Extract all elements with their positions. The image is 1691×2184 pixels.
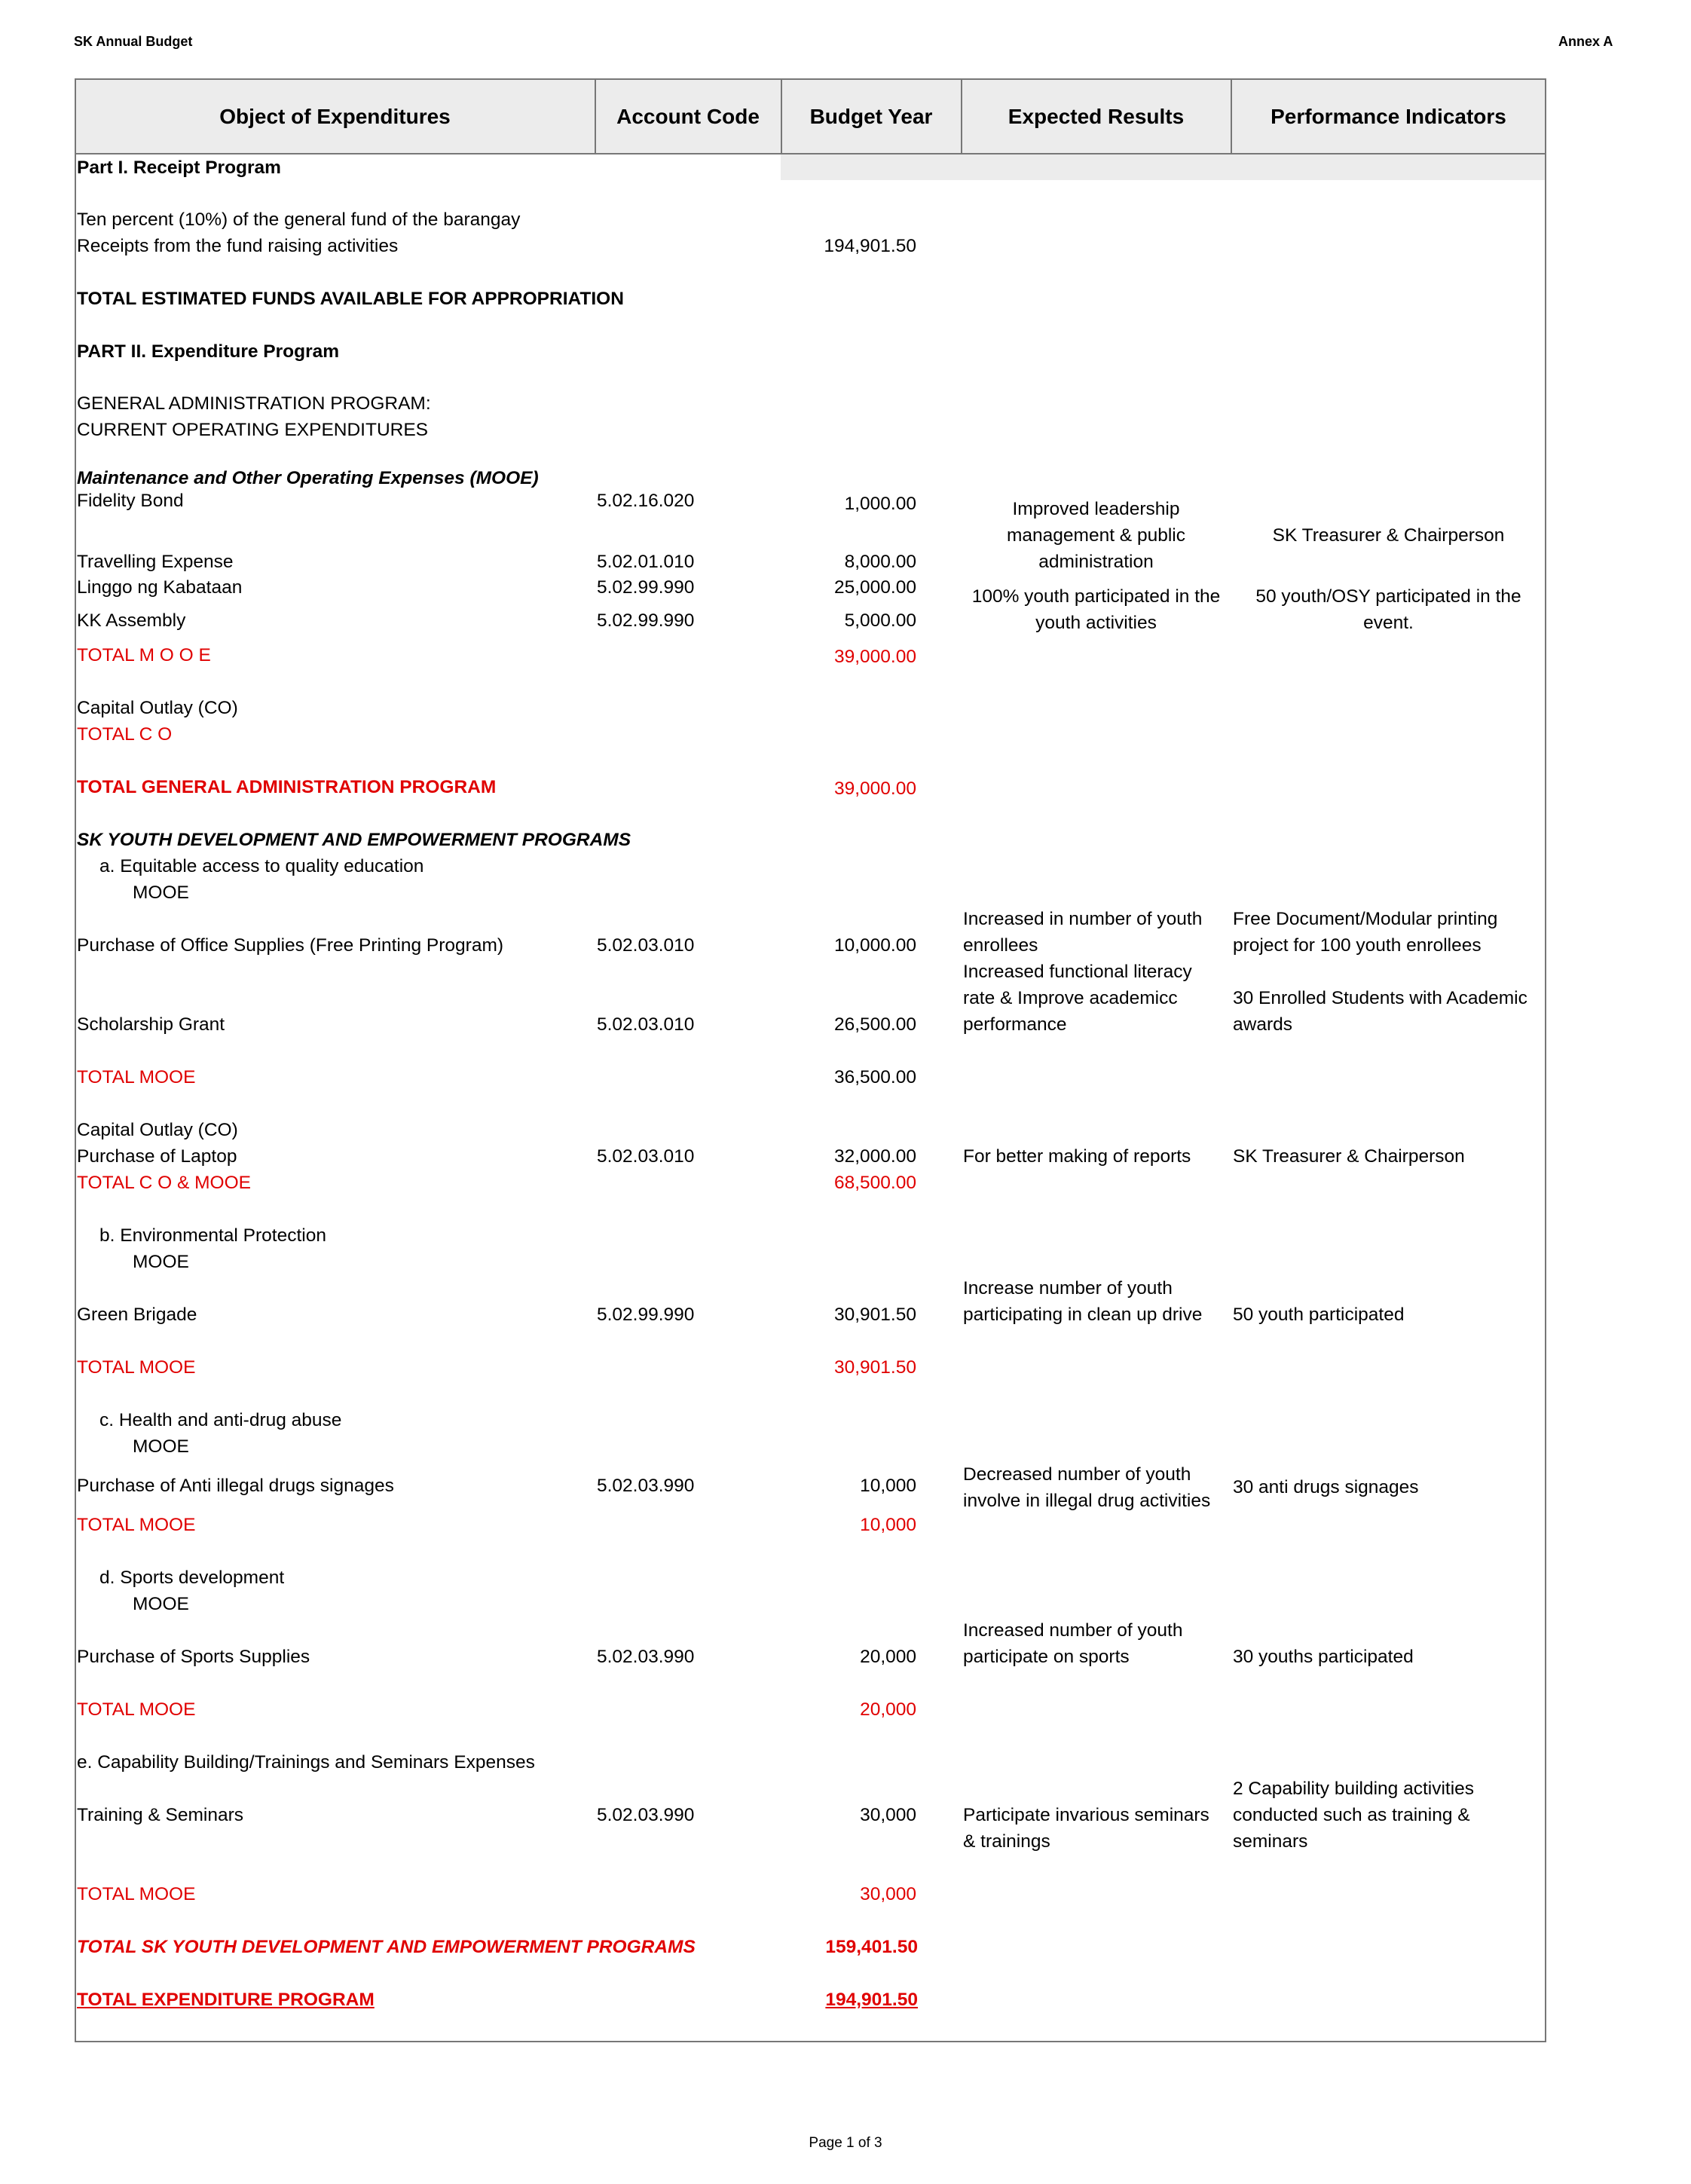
performance-indicator: project for 100 youth enrollees	[1233, 935, 1482, 956]
performance-indicator: awards	[1233, 1014, 1292, 1035]
document-title: SK Annual Budget	[74, 34, 193, 49]
sk-program-title: SK YOUTH DEVELOPMENT AND EMPOWERMENT PROGRAMS	[77, 830, 631, 850]
total-sk-amount: 159,401.50	[825, 1937, 918, 1957]
total-funds-label: TOTAL ESTIMATED FUNDS AVAILABLE FOR APPROPRIATION	[77, 289, 624, 309]
performance-indicator: 30 Enrolled Students with Academic	[1233, 988, 1527, 1008]
total-mooe-label: TOTAL MOOE	[77, 1067, 196, 1087]
header-divider	[75, 153, 1546, 154]
item-code: 5.02.03.010	[597, 1146, 695, 1167]
total-mooe-label: TOTAL MOOE	[77, 1357, 196, 1378]
performance-indicator: 50 youth/OSY participated in the	[1255, 586, 1521, 607]
header-budget-year: Budget Year	[809, 105, 933, 128]
total-co-label: TOTAL C O	[77, 724, 173, 745]
expected-result: involve in illegal drug activities	[963, 1491, 1211, 1511]
item-amount: 30,000	[860, 1805, 916, 1825]
item-code: 5.02.99.990	[597, 610, 695, 631]
item-amount: 25,000.00	[834, 577, 916, 598]
item-code: 5.02.99.990	[597, 577, 695, 598]
expected-result: Improved leadership	[1012, 499, 1180, 519]
header-performance-indicators: Performance Indicators	[1271, 105, 1506, 128]
expected-result: 100% youth participated in the	[971, 586, 1221, 607]
item-name: KK Assembly	[77, 610, 186, 631]
performance-indicator: conducted such as training &	[1233, 1805, 1470, 1825]
receipt-line-2: Receipts from the fund raising activities	[77, 236, 399, 256]
total-co-mooe-amount: 68,500.00	[834, 1173, 916, 1193]
capital-outlay-label: Capital Outlay (CO)	[77, 698, 238, 718]
performance-indicator: event.	[1363, 613, 1414, 633]
item-name: Purchase of Anti illegal drugs signages	[77, 1476, 394, 1496]
section-c-mooe: MOOE	[133, 1436, 189, 1457]
item-code: 5.02.03.010	[597, 1014, 695, 1035]
item-amount: 30,901.50	[834, 1305, 916, 1325]
item-name: Purchase of Office Supplies (Free Printing Program)	[77, 935, 504, 956]
item-amount: 26,500.00	[834, 1014, 916, 1035]
expected-result: participate on sports	[963, 1647, 1130, 1667]
total-sk-label: TOTAL SK YOUTH DEVELOPMENT AND EMPOWERMENT PROGRAMS	[77, 1937, 696, 1957]
gen-admin-label: GENERAL ADMINISTRATION PROGRAM:	[77, 393, 431, 414]
total-mooe-amount: 39,000.00	[834, 647, 916, 667]
item-name: Travelling Expense	[77, 552, 234, 572]
performance-indicator: 2 Capability building activities	[1233, 1779, 1475, 1799]
expected-result: management & public	[1007, 525, 1185, 546]
total-mooe-label: TOTAL MOOE	[77, 1884, 196, 1904]
item-amount: 8,000.00	[844, 552, 916, 572]
item-code: 5.02.01.010	[597, 552, 695, 572]
item-name: Scholarship Grant	[77, 1014, 225, 1035]
performance-indicator: 50 youth participated	[1233, 1305, 1405, 1325]
total-mooe-label: TOTAL MOOE	[77, 1515, 196, 1535]
capital-outlay-label: Capital Outlay (CO)	[77, 1120, 238, 1140]
item-name: Linggo ng Kabataan	[77, 577, 243, 598]
total-mooe-amount: 30,000	[860, 1884, 916, 1904]
performance-indicator: 30 anti drugs signages	[1233, 1477, 1419, 1497]
expected-result: participating in clean up drive	[963, 1305, 1203, 1325]
item-amount: 32,000.00	[834, 1146, 916, 1167]
expected-result: Increase number of youth	[963, 1278, 1173, 1298]
section-c-title: c. Health and anti-drug abuse	[99, 1410, 342, 1430]
total-gap-amount: 39,000.00	[834, 778, 916, 799]
expected-result: Participate invarious seminars	[963, 1805, 1209, 1825]
section-d-title: d. Sports development	[99, 1568, 285, 1588]
total-expenditure-amount: 194,901.50	[825, 1990, 918, 2010]
expected-result: rate & Improve academicc	[963, 988, 1178, 1008]
item-name: Purchase of Sports Supplies	[77, 1647, 310, 1667]
expected-result: Decreased number of youth	[963, 1464, 1191, 1485]
part1-title: Part I. Receipt Program	[77, 158, 281, 178]
header-object: Object of Expenditures	[219, 105, 451, 128]
expected-result: Increased in number of youth	[963, 909, 1203, 929]
total-co-mooe-label: TOTAL C O & MOOE	[77, 1173, 251, 1193]
expected-result: performance	[963, 1014, 1067, 1035]
total-mooe-label: TOTAL MOOE	[77, 1699, 196, 1720]
mooe-heading: Maintenance and Other Operating Expenses (MOOE)	[77, 468, 539, 488]
item-amount: 20,000	[860, 1647, 916, 1667]
total-mooe-amount: 20,000	[860, 1699, 916, 1720]
expected-result: & trainings	[963, 1831, 1050, 1852]
total-mooe-label: TOTAL M O O E	[77, 645, 211, 665]
expected-result: Increased functional literacy	[963, 962, 1192, 982]
performance-indicator: seminars	[1233, 1831, 1308, 1852]
total-mooe-amount: 36,500.00	[834, 1067, 916, 1087]
item-amount: 1,000.00	[844, 494, 916, 514]
expected-result: For better making of reports	[963, 1146, 1191, 1167]
expected-result: Increased number of youth	[963, 1620, 1183, 1641]
header-expected-results: Expected Results	[1008, 105, 1185, 128]
item-name: Fidelity Bond	[77, 491, 184, 511]
item-code: 5.02.16.020	[597, 491, 695, 511]
expected-result: administration	[1038, 552, 1154, 572]
expected-result: youth activities	[1035, 613, 1157, 633]
performance-indicator: SK Treasurer & Chairperson	[1233, 1146, 1465, 1167]
total-gap-label: TOTAL GENERAL ADMINISTRATION PROGRAM	[77, 777, 497, 797]
section-e-title: e. Capability Building/Trainings and Seminars Expenses	[77, 1752, 535, 1773]
total-mooe-amount: 30,901.50	[834, 1357, 916, 1378]
item-code: 5.02.99.990	[597, 1305, 695, 1325]
section-b-title: b. Environmental Protection	[99, 1225, 326, 1246]
part2-title: PART II. Expenditure Program	[77, 341, 340, 362]
section-b-mooe: MOOE	[133, 1252, 189, 1272]
item-amount: 5,000.00	[844, 610, 916, 631]
receipt-amount: 194,901.50	[824, 236, 916, 256]
annex-label: Annex A	[1558, 34, 1613, 49]
current-op-label: CURRENT OPERATING EXPENDITURES	[77, 420, 429, 440]
section-a-mooe: MOOE	[133, 882, 189, 903]
section-d-mooe: MOOE	[133, 1594, 189, 1614]
performance-indicator: SK Treasurer & Chairperson	[1272, 525, 1505, 546]
item-code: 5.02.03.990	[597, 1805, 695, 1825]
item-code: 5.02.03.990	[597, 1647, 695, 1667]
receipt-line-1: Ten percent (10%) of the general fund of the barangay	[77, 210, 521, 230]
performance-indicator: 30 youths participated	[1233, 1647, 1414, 1667]
item-name: Purchase of Laptop	[77, 1146, 237, 1167]
performance-indicator: Free Document/Modular printing	[1233, 909, 1498, 929]
item-amount: 10,000	[860, 1476, 916, 1496]
item-code: 5.02.03.010	[597, 935, 695, 956]
item-code: 5.02.03.990	[597, 1476, 695, 1496]
table-border	[75, 78, 1546, 2042]
total-mooe-amount: 10,000	[860, 1515, 916, 1535]
header-account-code: Account Code	[616, 105, 760, 128]
item-name: Training & Seminars	[77, 1805, 244, 1825]
total-expenditure-label: TOTAL EXPENDITURE PROGRAM	[77, 1990, 375, 2010]
item-amount: 10,000.00	[834, 935, 916, 956]
section-a-title: a. Equitable access to quality education	[99, 856, 424, 876]
item-name: Green Brigade	[77, 1305, 197, 1325]
expected-result: enrollees	[963, 935, 1038, 956]
page-number: Page 1 of 3	[809, 2135, 882, 2151]
